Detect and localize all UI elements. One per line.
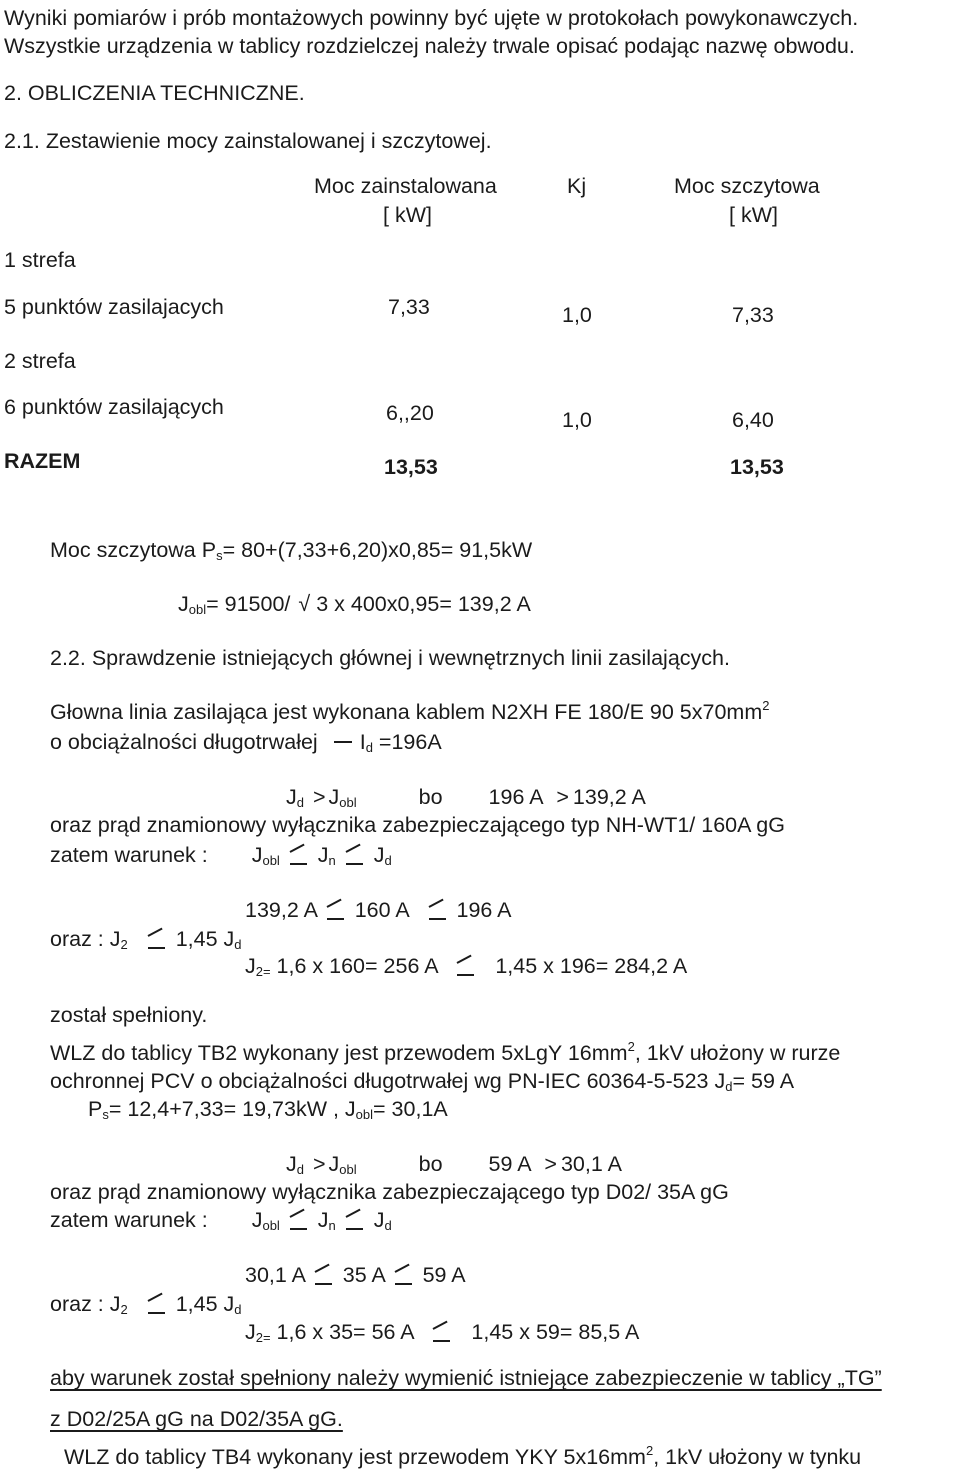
current-formula: $J_{obl}= 91500/$ √ 3 x 400x0,95= 139,2 A <box>178 592 531 617</box>
row-2-installed: 6,,20 <box>386 401 434 425</box>
less-equal-icon <box>148 929 166 949</box>
main-j2-calc: $J_{2=}$ 1,6 x 160= 256 A 1,45 x 196= 284,2 A <box>245 954 688 979</box>
row-1-peak: 7,33 <box>732 303 774 327</box>
main-comparison: $J_d > J_{obl}$ bo 196 A > 139,2 A <box>286 785 646 810</box>
col-peak-unit: [ kW] <box>729 203 778 227</box>
tb2-values-chain: 30,1 A 35 A 59 A <box>245 1263 466 1287</box>
section-2-heading: 2. OBLICZENIA TECHNICZNE. <box>4 81 305 105</box>
main-line-text-2: o obciążalności długotrwałej $I_d =196A$ <box>50 730 442 755</box>
intro-line-2: Wszystkie urządzenia w tablicy rozdzielczej należy trwale opisać podając nazwę obwodu. <box>4 34 855 58</box>
main-line-text-1: Głowna linia zasilająca jest wykonana kablem N2XH FE 180/E 90 $5x70mm^2$ <box>50 698 770 724</box>
intro-line-1: Wyniki pomiarów i prób montażowych powinny być ujęte w protokołach powykonawczych. <box>4 6 859 30</box>
less-equal-icon <box>395 1265 413 1285</box>
sqrt-icon: √ <box>298 592 311 616</box>
less-equal-icon <box>327 900 345 920</box>
main-fulfilled: został spełniony. <box>50 1003 208 1027</box>
tb2-comparison: $J_d > J_{obl}$ bo 59 A > 30,1 A <box>286 1152 622 1177</box>
tb2-j2-calc: $J_{2=}$ 1,6 x 35= 56 A 1,45 x 59= 85,5 A <box>245 1320 640 1345</box>
tb4-text-1: WLZ do tablicy TB4 wykonany jest przewodem YKY $5x16mm^2$, 1kV ułożony w tynku <box>64 1443 862 1469</box>
tb2-breaker-text: oraz prąd znamionowy wyłącznika zabezpieczającego typ D02/ 35A gG <box>50 1180 729 1204</box>
less-equal-icon <box>290 1210 308 1230</box>
total-label: RAZEM <box>4 449 81 473</box>
row-1-label: 5 punktów zasilajacych <box>4 295 224 319</box>
row-2-label: 6 punktów zasilających <box>4 395 224 419</box>
less-equal-icon <box>433 1322 451 1342</box>
zone-1-label: 1 strefa <box>4 248 76 272</box>
row-2-kj: 1,0 <box>562 408 592 432</box>
row-2-peak: 6,40 <box>732 408 774 432</box>
col-installed-header: Moc zainstalowana <box>314 174 497 198</box>
main-condition: zatem warunek : $J_{obl}$ $J_n$ $J_d$ <box>50 843 392 868</box>
tb2-note-1: aby warunek został spełniony należy wymienić istniejące zabezpieczenie w tablicy „TG” <box>50 1366 882 1390</box>
peak-power-formula: Moc szczytowa $P_s= 80+(7,33+6,20)x0,85= 91,5kW$ <box>50 538 533 563</box>
less-equal-icon <box>457 956 475 976</box>
total-installed: 13,53 <box>384 455 438 479</box>
col-kj-header: Kj <box>567 174 587 198</box>
col-peak-header: Moc szczytowa <box>674 174 820 198</box>
col-installed-unit: [ kW] <box>383 203 432 227</box>
main-breaker-text: oraz prąd znamionowy wyłącznika zabezpieczającego typ NH-WT1/ 160A gG <box>50 813 785 837</box>
dash-icon <box>334 741 352 743</box>
main-oraz: oraz : $J_2$ 1,45 $J_d$ <box>50 927 242 952</box>
tb2-text-2: ochronnej PCV o obciążalności długotrwałej wg PN-IEC 60364-5-523 $J_d= 59$ A <box>50 1069 795 1094</box>
section-2-2-heading: 2.2. Sprawdzenie istniejących głównej i wewnętrznych linii zasilających. <box>50 646 730 670</box>
total-peak: 13,53 <box>730 455 784 479</box>
tb2-condition: zatem warunek : $J_{obl}$ $J_n$ $J_d$ <box>50 1208 392 1233</box>
tb2-text-3: $P_s= 12,4+7,33= 19,73kW$ , $J_{obl}= 30,1A$ <box>88 1097 448 1122</box>
row-1-installed: 7,33 <box>388 295 430 319</box>
less-equal-icon <box>315 1265 333 1285</box>
tb2-oraz: oraz : $J_2$ 1,45 $J_d$ <box>50 1292 242 1317</box>
less-equal-icon <box>346 1210 364 1230</box>
less-equal-icon <box>290 845 308 865</box>
tb2-note-2: z D02/25A gG na D02/35A gG. <box>50 1407 343 1431</box>
less-equal-icon <box>148 1294 166 1314</box>
tb2-text-1: WLZ do tablicy TB2 wykonany jest przewodem 5xLgY $16mm^2$, 1kV ułożony w rurze <box>50 1039 841 1065</box>
row-1-kj: 1,0 <box>562 303 592 327</box>
less-equal-icon <box>346 845 364 865</box>
main-values-chain: 139,2 A 160 A 196 A <box>245 898 512 922</box>
less-equal-icon <box>429 900 447 920</box>
section-2-1-heading: 2.1. Zestawienie mocy zainstalowanej i szczytowej. <box>4 129 492 153</box>
zone-2-label: 2 strefa <box>4 349 76 373</box>
